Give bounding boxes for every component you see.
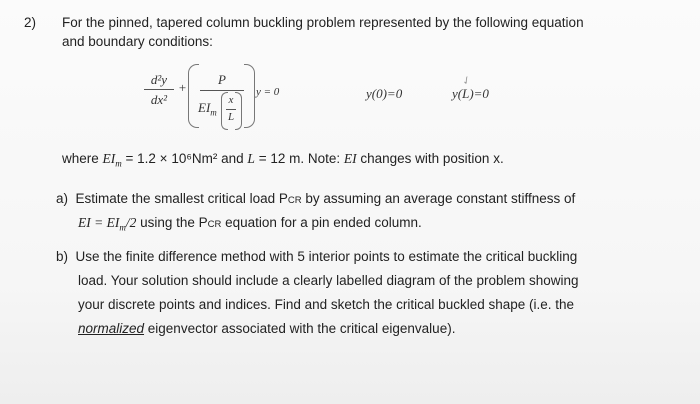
eq-EI: $EI_m$ bbox=[198, 100, 217, 118]
eq-d2y: d²y bbox=[150, 72, 168, 87]
eq-right-paren bbox=[244, 64, 255, 128]
eq-dx2: dx² bbox=[150, 92, 168, 107]
problem-intro-line-1: For the pinned, tapered column buckling problem represented by the following equation bbox=[62, 15, 584, 30]
pen-tick-mark: ✓ bbox=[459, 72, 474, 89]
part-a-label: a) bbox=[56, 191, 69, 206]
boundary-condition-1: y(0)=0 bbox=[366, 86, 403, 101]
part-a-line-2: EI = $EI_m/2$ using the PCR equation for a pin ended column. bbox=[78, 215, 422, 233]
problem-intro-line-2: and boundary conditions: bbox=[62, 34, 213, 49]
part-b-line-1: b) Use the finite difference method with 5 interior points to estimate the critical buckling bbox=[56, 249, 578, 264]
part-a-line-1: a) Estimate the smallest critical load PCR by assuming an average constant stiffness of bbox=[56, 191, 576, 206]
eq-y-equals-zero: y = 0 bbox=[256, 86, 280, 98]
eq-fraction-bar-3 bbox=[226, 109, 236, 110]
problem-number: 2) bbox=[24, 15, 37, 30]
given-values: where $EI_m = 1.2 \times 10^6Nm^2$ and L = 12 m. Note: EI changes with position x. bbox=[62, 151, 504, 169]
eq-fraction-bar-1 bbox=[144, 89, 174, 90]
eq-fraction-bar-2 bbox=[200, 90, 244, 91]
part-b-label: b) bbox=[56, 249, 69, 264]
part-b-line-4: normalized eigenvector associated with the critical eigenvalue). bbox=[78, 321, 456, 336]
part-b-line-3: your discrete points and indices. Find and sketch the critical buckled shape (i.e. the bbox=[78, 297, 575, 312]
eq-left-paren bbox=[188, 64, 199, 128]
eq-plus: + bbox=[178, 80, 187, 95]
boundary-condition-2: y(L)=0 bbox=[452, 86, 489, 101]
eq-L: L bbox=[227, 111, 235, 123]
eq-P: P bbox=[218, 72, 226, 87]
part-b-line-2: load. Your solution should include a clearly labelled diagram of the problem showing bbox=[78, 273, 579, 288]
eq-x: x bbox=[228, 94, 234, 106]
